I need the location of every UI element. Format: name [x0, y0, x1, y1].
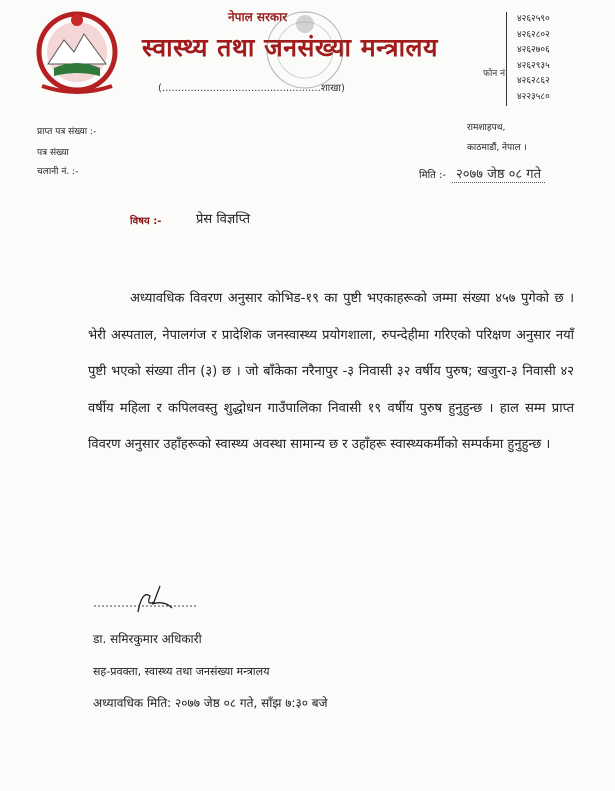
date-value: २०७७ जेष्ठ ०८ गते: [452, 167, 545, 183]
address-street: रामशाहपथ,: [467, 123, 506, 133]
government-name: नेपाल सरकार: [228, 10, 288, 24]
received-letter-number-label: प्राप्त पत्र संख्या :-: [37, 127, 97, 137]
signatory-title: सह-प्रवक्ता, स्वास्थ्य तथा जनसंख्या मन्त्रालय: [93, 665, 270, 678]
updated-date-line: अध्यावधिक मिति: २०७७ जेष्ठ ०८ गते, साँझ ७:३० बजे: [93, 696, 328, 710]
phone-number: ४२६२८०२: [517, 29, 550, 40]
address-city: काठमाडौं, नेपाल ।: [467, 143, 527, 153]
phone-number: ४२६२९३५: [517, 60, 550, 71]
body-paragraph: [88, 281, 574, 464]
signatory-name: डा. समिरकुमार अधिकारी: [93, 632, 202, 646]
phone-label: फोन नं.: [483, 69, 508, 79]
phone-number: ४२६२८६२: [517, 76, 550, 87]
phone-number: ४२६२७०६: [517, 45, 550, 56]
subject-value: प्रेस विज्ञप्ति: [196, 212, 251, 227]
subject-label: विषय :-: [130, 216, 162, 227]
phone-number: ४२२३५८०: [517, 91, 550, 102]
nepal-emblem-icon: [34, 6, 120, 98]
ministry-seal-stamp: [262, 4, 348, 96]
date-label: मिति :-: [419, 170, 447, 181]
branch-line: (..................................................शाखा): [158, 83, 345, 94]
body-text: अध्यावधिक विवरण अनुसार कोभिड-१९ का पुष्टी भएकाहरूको जम्मा संख्या ४५७ पुगेको छ । भेरी अस्पताल, नेपालगंज र प्रादेशिक जनस्वास्थ्य प्रयोगशाला, रुपन्देहीमा गरिएको परिक्षण अनुसार नयाँ पुष्टी भएको संख्या तीन (३) छ । जो बाँकेका नरैनापुर -३ निवासी ३२ वर्षीय पुरुष; खजुरा-३ निवासी ४२ वर्षीय महिला र कपिलवस्तु शुद्धोधन गाउँपालिका निवासी १९ वर्षीय पुरुष हुनुहुन्छ । हाल सम्म प्राप्त विवरण अनुसार उहाँहरूको स्वास्थ्य अवस्था सामान्य छ र उहाँहरू स्वास्थ्यकर्मीको सम्पर्कमा हुनुहुन्छ ।: [88, 291, 574, 452]
date-line: [419, 164, 545, 182]
dispatch-number-label: चलानी नं. :-: [37, 167, 79, 177]
phone-list: [506, 12, 550, 106]
signature: [92, 582, 202, 618]
ministry-name: स्वास्थ्य तथा जनसंख्या मन्त्रालय: [142, 33, 439, 62]
phone-number: ४२६२५९०: [517, 14, 550, 24]
letter-number-label: पत्र संख्या: [37, 148, 69, 158]
